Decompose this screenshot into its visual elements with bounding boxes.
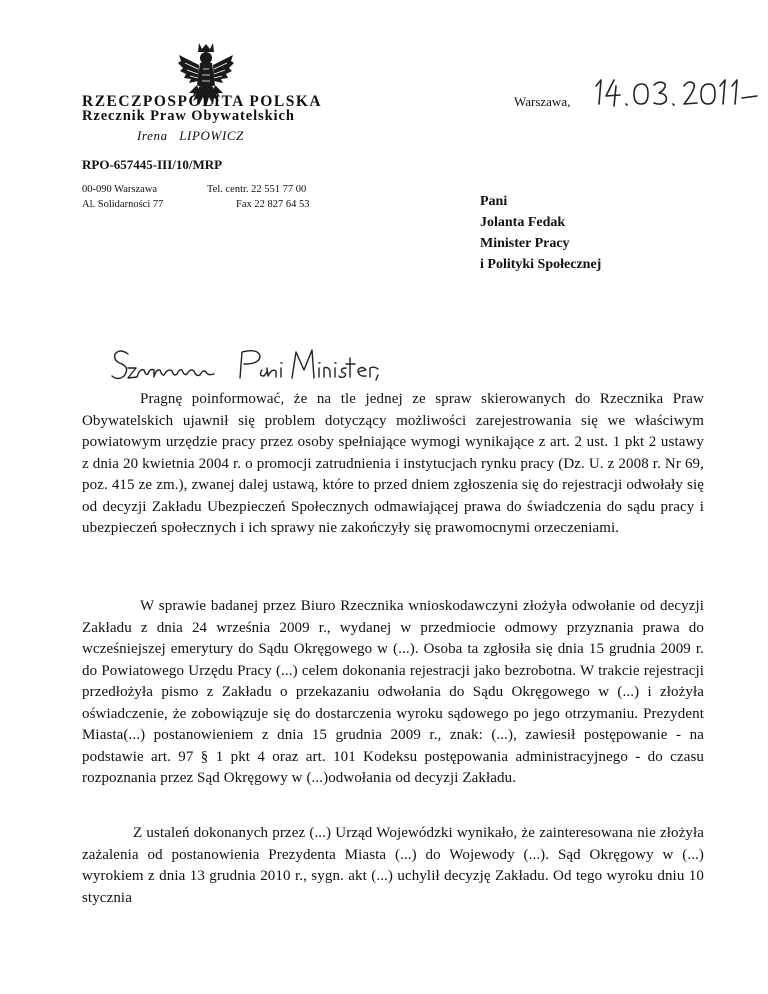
handwritten-date bbox=[592, 74, 762, 114]
recipient-line-1: Pani bbox=[480, 194, 508, 209]
person-name: Irena LIPOWICZ bbox=[137, 128, 244, 143]
reference-number: RPO-657445-III/10/MRP bbox=[82, 157, 223, 172]
handwritten-salutation bbox=[110, 344, 380, 388]
telephone-line: Tel. centr. 22 551 77 00 bbox=[207, 184, 307, 195]
org-name: RZECZPOSPOLITA POLSKA bbox=[82, 93, 323, 110]
body-paragraph-2: W sprawie badanej przez Biuro Rzecznika wnioskodawczyni złożyła odwołanie od decyzji Zakładu z dnia 24 września 2009 r., wydanej w przedmiocie odmowy przyznania prawa do wcześniejszej emerytury do Sądu Okręgowego w (...). Osoba ta zgłosiła się dnia 15 grudnia 2009 r. do Powiatowego Urzędu Pracy (...) celem dokonania rejestracji jako bezrobotna. W trakcie rejestracji przedłożyła pismo z Zakładu o przekazaniu odwołania do Sądu Okręgowego w (...) i złożyła oświadczenie, że zobowiązuje się do dostarczenia wyroku sądowego po jego otrzymaniu. Prezydent Miasta(...) postanowieniem z dnia 15 grudnia 2009 r., znak: (...), zawiesił postępowanie - na podstawie art. 97 § 1 pkt 4 oraz art. 101 Kodeksu postępowania administracyjnego - do czasu rozpoznania przez Sąd Okręgowy w (...)odwołania od decyzji Zakładu. bbox=[82, 598, 704, 786]
recipient-name: Jolanta Fedak bbox=[480, 215, 566, 230]
body-paragraph-1: Pragnę poinformować, że na tle jednej ze spraw skierowanych do Rzecznika Praw Obywatelskich ujawnił się problem dotyczący możliwości zarejestrowania się we właściwym powiatowym urzędzie pracy przez osoby spełniające wymogi wynikające z art. 2 ust. 1 pkt 2 ustawy z dnia 20 kwietnia 2004 r. o promocji zatrudnienia i instytucjach rynku pracy (Dz. U. z 2008 r. Nr 69, poz. 415 ze zm.), zwanej dalej ustawą, które to przed dniem zgłoszenia się do rejestracji odwołały się od decyzji Zakładu Ubezpieczeń Społecznych odmawiającej prawa do świadczenia do sądu pracy i ubezpieczeń społecznych i ich sprawy nie zakończyły się prawomocnymi orzeczeniami. bbox=[82, 391, 704, 536]
org-subtitle: Rzecznik Praw Obywatelskich bbox=[82, 108, 295, 124]
address-line-2: Al. Solidarności 77 bbox=[82, 199, 164, 210]
recipient-title: Minister Pracy bbox=[480, 236, 570, 251]
recipient-ministry: i Polityki Społecznej bbox=[480, 257, 602, 272]
body-paragraph-3: Z ustaleń dokonanych przez (...) Urząd Wojewódzki wynikało, że zainteresowana nie złożyła zażalenia od postanowienia Prezydenta Miasta (...) do Wojewody (...). Sąd Okręgowy w (...) wyrokiem z dnia 13 grudnia 2010 r., sygn. akt (...) uchylił decyzję Zakładu. Od tego wyroku dniu 10 stycznia bbox=[82, 825, 704, 906]
address-line-1: 00-090 Warszawa bbox=[82, 184, 158, 195]
city: Warszawa, bbox=[514, 94, 571, 109]
fax-line: Fax 22 827 64 53 bbox=[236, 199, 310, 210]
